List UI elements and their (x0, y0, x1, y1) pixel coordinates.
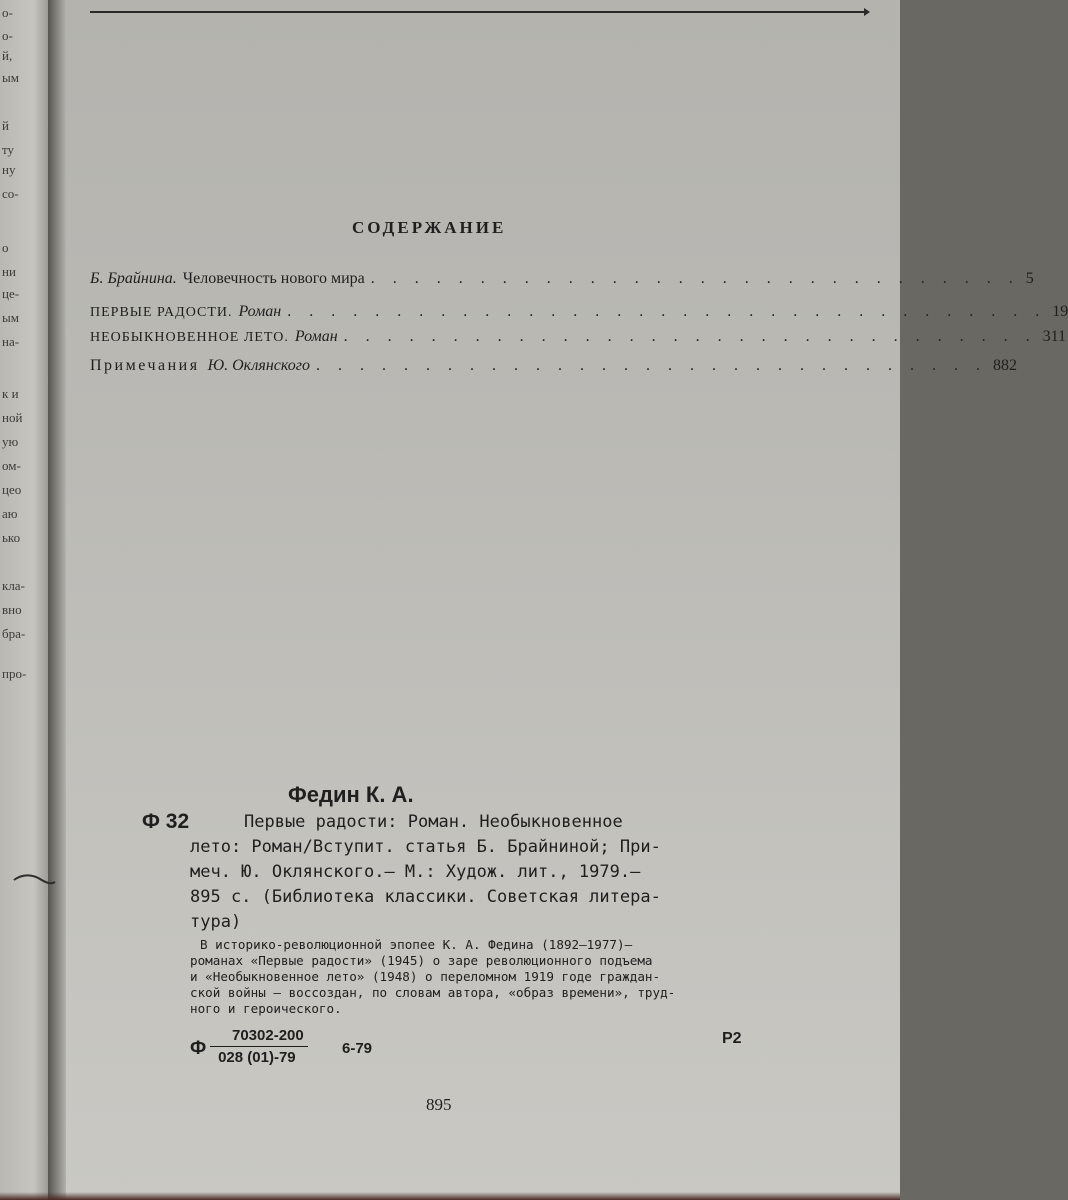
left-page-fragment: к и (2, 386, 19, 401)
classification-letter: Ф (190, 1038, 207, 1059)
catalog-description-line: 895 с. (Библиотека классики. Советская литера- (190, 887, 661, 907)
classification-rubric: Р2 (722, 1030, 742, 1047)
left-page-fragment: о- (2, 28, 13, 43)
toc-entry-novel-2 (90, 328, 1067, 350)
left-page-fragment: кла- (2, 578, 25, 593)
catalog-description (190, 810, 876, 935)
toc-entry-notes (90, 357, 1018, 379)
toc-entry-author: Ю. Оклянского (207, 357, 311, 374)
classification-numerator: 70302-200 (210, 1027, 308, 1047)
catalog-code: Ф 32 (142, 810, 190, 833)
annotation-line: и «Необыкновенное лето» (1948) о переломном 1919 годе граждан- (190, 969, 661, 984)
left-page-fragment: ым (2, 310, 19, 325)
top-rule (90, 11, 866, 13)
left-page-fragment: про- (2, 666, 27, 681)
toc-entry-page: 5 (1025, 270, 1034, 287)
toc-entry-title: ПЕРВЫЕ РАДОСТИ. (90, 305, 233, 320)
left-page-fragment: ую (2, 434, 19, 449)
classification-denominator: 028 (01)-79 (218, 1049, 296, 1066)
classification-suffix: 6-79 (342, 1040, 373, 1057)
left-page-fragment: аю (2, 506, 18, 521)
left-page-fragment: ной (2, 410, 23, 425)
catalog-description-line: меч. Ю. Оклянского.— М.: Худож. лит., 1979.— (190, 862, 641, 882)
left-page-fragment: ым (2, 70, 19, 85)
left-page-fragment: ни (2, 264, 16, 279)
annotation-line: ской войны — воссоздан, по словам автора, «образ времени», труд- (190, 985, 676, 1000)
toc-leader-dots: . . . . . . . . . . . . . . . . . . . . . . . . . . . . . . (370, 270, 1020, 287)
left-page-fragment: це- (2, 286, 20, 301)
toc-entry-introduction (90, 270, 1034, 292)
toc-entry-genre: Роман (238, 303, 282, 320)
annotation-line: ного и героического. (190, 1001, 342, 1016)
left-page-fragment: ом- (2, 458, 21, 473)
page-number: 895 (426, 1095, 452, 1114)
toc-entry-author: Б. Брайнина. (90, 270, 177, 287)
pencil-mark (12, 870, 56, 890)
left-page-fragment: на- (2, 334, 20, 349)
annotation-line: романах «Первые радости» (1945) о заре революционного подъема (190, 953, 653, 968)
catalog-description-line: Первые радости: Роман. Необыкновенное (244, 812, 623, 832)
toc-heading: СОДЕРЖАНИЕ (352, 218, 507, 237)
classification-fraction (210, 1027, 308, 1066)
left-page-fragment: ту (2, 142, 15, 157)
adjacent-left-page (0, 0, 48, 1200)
catalog-description-line: лето: Роман/Вступит. статья Б. Брайниной; При- (190, 837, 661, 857)
left-page-fragment: ну (2, 162, 16, 177)
toc-entry-title: НЕОБЫКНОВЕННОЕ ЛЕТО. (90, 330, 289, 345)
catalog-description-line: тура) (190, 912, 242, 932)
toc-entry-page: 311 (1042, 328, 1067, 345)
toc-leader-dots: . . . . . . . . . . . . . . . . . . . . . . . . . . . . . . . . (343, 328, 1037, 345)
top-rule-end (864, 8, 870, 16)
toc-leader-dots: . . . . . . . . . . . . . . . . . . . . . . . . . . . . . . . (316, 357, 988, 374)
left-page-fragment: бра- (2, 626, 26, 641)
toc-entry-page: 882 (993, 357, 1018, 374)
book-page (66, 0, 1068, 1200)
left-page-fragment: й (2, 118, 9, 133)
left-page-fragment: о (2, 240, 9, 255)
left-page-fragment: со- (2, 186, 19, 201)
toc-entry-genre: Роман (294, 328, 338, 345)
toc-entry-title: Человечность нового мира (182, 270, 365, 287)
catalog-author: Федин К. А. (288, 782, 414, 807)
left-page-fragment: о- (2, 5, 13, 20)
toc-entry-novel-1 (90, 303, 1068, 325)
left-page-fragment: ько (2, 530, 21, 545)
toc-entry-title: Примечания (90, 357, 200, 374)
annotation-line: В историко-революционной эпопее К. А. Федина (1892—1977)— (200, 937, 633, 952)
left-page-fragment: цео (2, 482, 22, 497)
left-page-fragment: вно (2, 602, 22, 617)
book-gutter (48, 0, 66, 1200)
catalog-annotation (190, 937, 880, 1017)
toc-leader-dots: . . . . . . . . . . . . . . . . . . . . . . . . . . . . . . . . . . . (287, 303, 1047, 320)
bottom-edge-shadow (0, 1192, 900, 1200)
left-page-fragment: й, (2, 48, 13, 63)
toc-entry-page: 19 (1052, 303, 1068, 320)
